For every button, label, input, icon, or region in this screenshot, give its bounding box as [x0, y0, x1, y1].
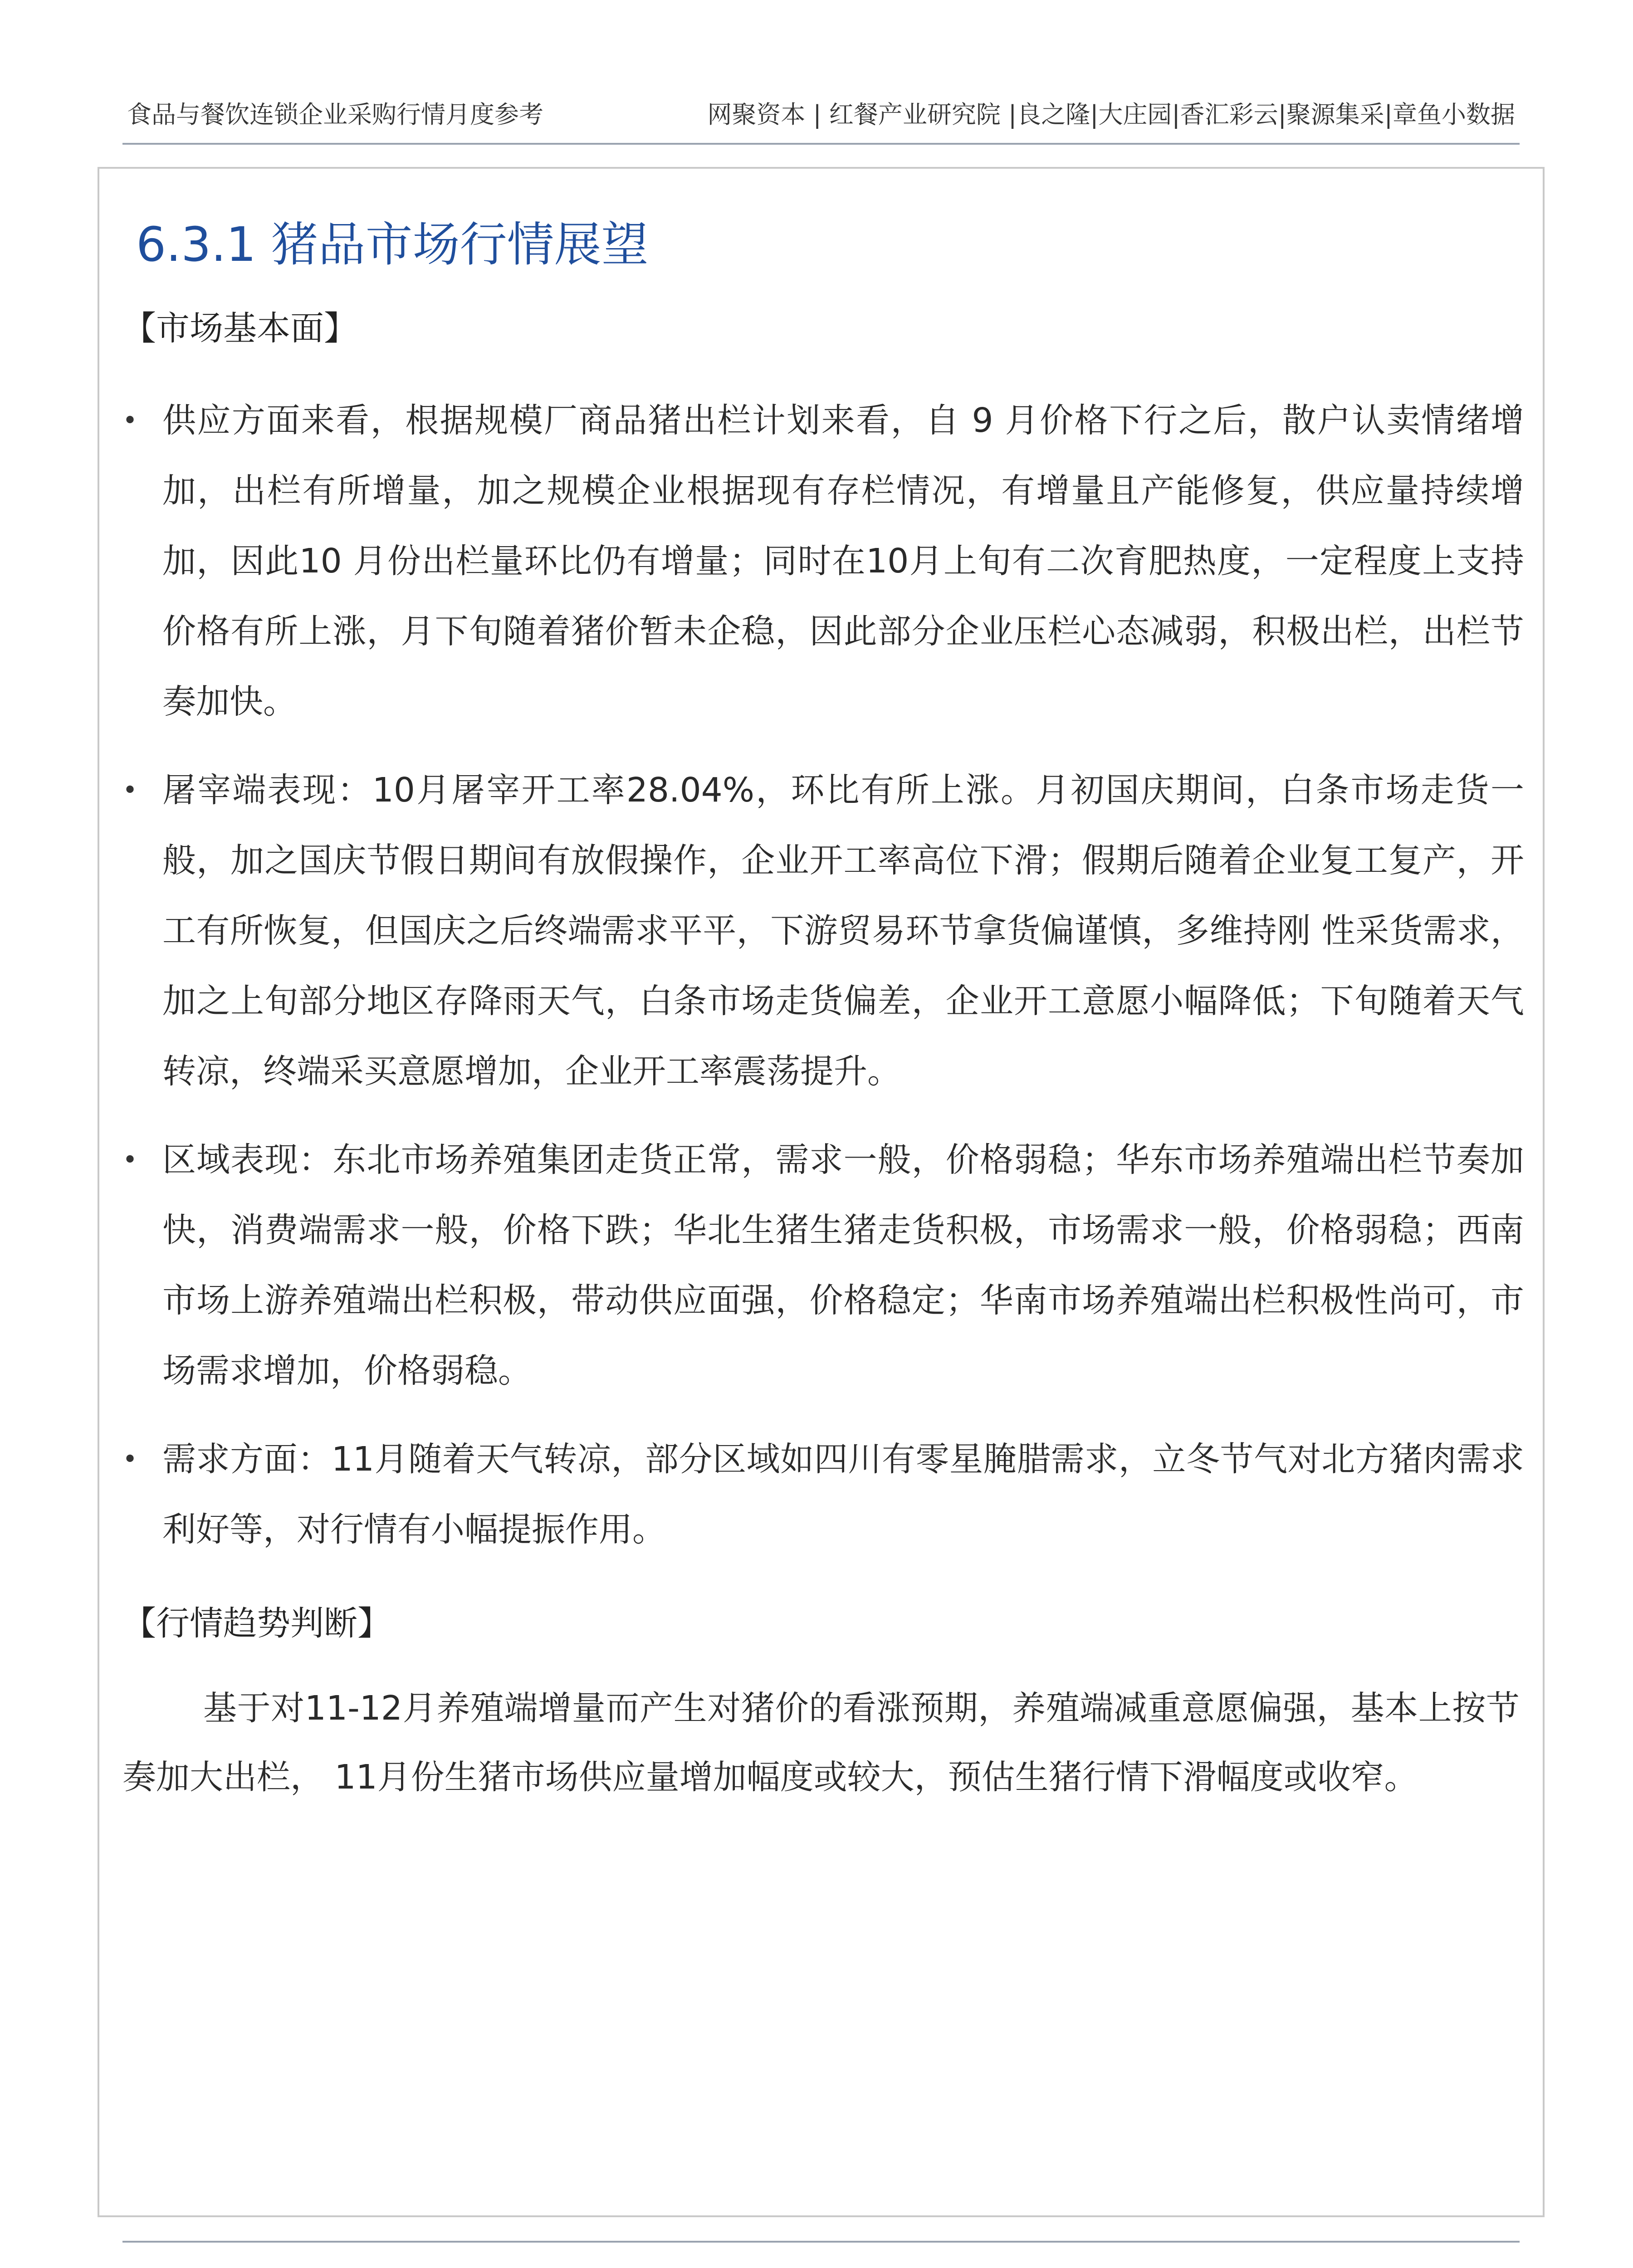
report-title: 食品与餐饮连锁企业采购行情月度参考 — [127, 100, 543, 129]
bullet-regional — [122, 1125, 1524, 1406]
fundamentals-list — [122, 386, 1524, 1583]
publisher-list: 网聚资本 | 红餐产业研究院 |良之隆|大庄园|香汇彩云|聚源集采|章鱼小数据 — [707, 100, 1515, 129]
trend-paragraph: 基于对11-12月养殖端增量而产生对猪价的看涨预期，养殖端减重意愿偏强，基本上按节奏加大出栏， 11月份生猪市场供应量增加幅度或较大，预估生猪行情下滑幅度或收窄。 — [122, 1689, 1520, 1797]
bullet-demand — [122, 1424, 1524, 1565]
bullet-dot-icon: • — [122, 1145, 138, 1175]
bullet-slaughter — [122, 755, 1524, 1107]
bullet-dot-icon: • — [122, 1445, 138, 1474]
bullet-supply — [122, 386, 1524, 737]
bullet-text: 供应方面来看，根据规模厂商品猪出栏计划来看，自 9 月价格下行之后，散户认卖情绪增加，出栏有所增量，加之规模企业根据现有存栏情况，有增量且产能修复，供应量持续增加，因此10 月份出栏量环比仍有增量；同时在10月上旬有二次育肥热度，一定程度上支持价格有所上涨，月下旬随着猪价暂未企稳，因此部分企业压栏心态减弱，积极出栏，出栏节奏加快。 — [162, 401, 1524, 721]
page-header — [122, 86, 1520, 145]
bullet-text: 区域表现：东北市场养殖集团走货正常，需求一般，价格弱稳；华东市场养殖端出栏节奏加快，消费端需求一般，价格下跌；华北生猪生猪走货积极，市场需求一般，价格弱稳；西南市场上游养殖端出栏积极，带动供应面强，价格稳定；华南市场养殖端出栏积极性尚可，市场需求增加，价格弱稳。 — [162, 1140, 1524, 1390]
footer-divider — [122, 2241, 1520, 2243]
bullet-text: 需求方面：11月随着天气转凉，部分区域如四川有零星腌腊需求，立冬节气对北方猪肉需求利好等，对行情有小幅提振作用。 — [162, 1440, 1524, 1549]
bullet-dot-icon: • — [122, 406, 138, 435]
header-divider — [122, 143, 1520, 145]
fundamentals-heading: 【市场基本面】 — [122, 309, 357, 348]
bullet-text: 屠宰端表现：10月屠宰开工率28.04%，环比有所上涨。月初国庆期间，白条市场走货一般，加之国庆节假日期间有放假操作，企业开工率高位下滑；假期后随着企业复工复产，开工有所恢复，但国庆之后终端需求平平，下游贸易环节拿货偏谨慎，多维持刚 性采货需求，加之上旬部分地区存降雨天气，白条市场走货偏差，企业开工意愿小幅降低；下旬随着天气转凉，终端采买意愿增加，企业开工率震荡提升。 — [162, 771, 1524, 1091]
section-title: 6.3.1 猪品市场行情展望 — [136, 217, 649, 272]
bullet-dot-icon: • — [122, 776, 138, 805]
trend-heading: 【行情趋势判断】 — [122, 1604, 391, 1643]
